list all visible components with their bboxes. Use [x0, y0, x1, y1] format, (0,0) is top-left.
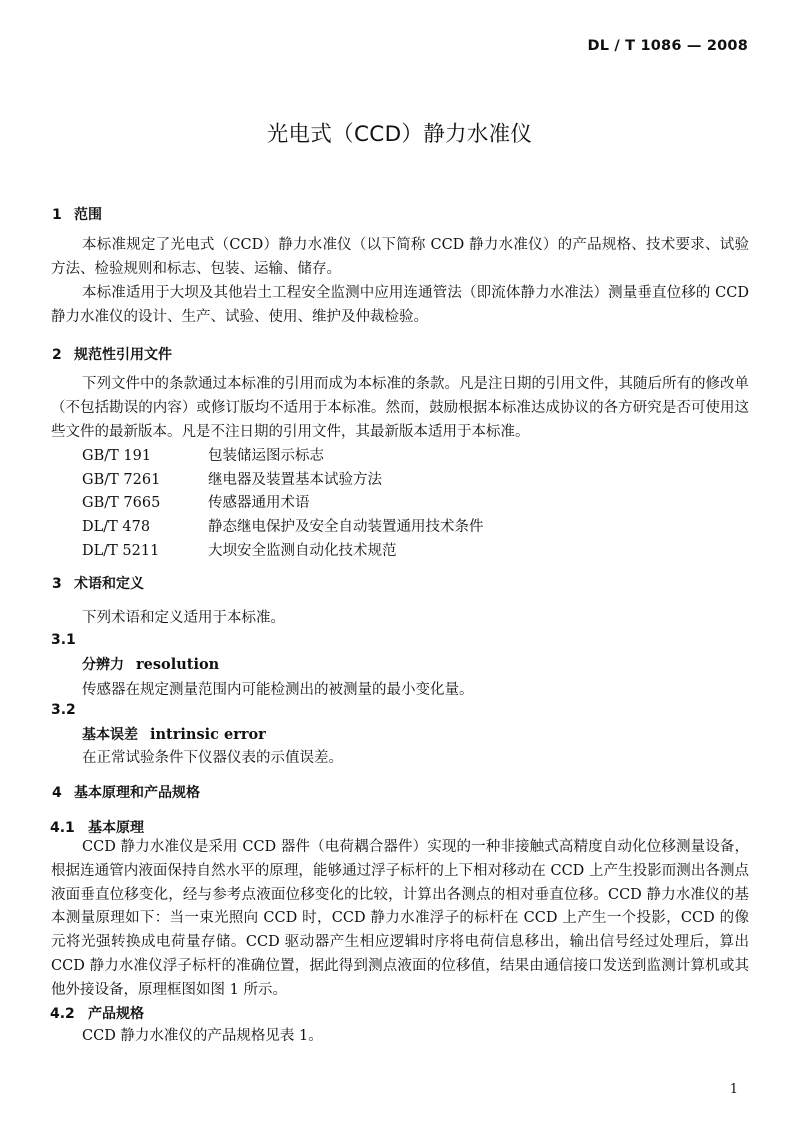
subsection-number: 4.1	[50, 820, 75, 836]
standard-code: DL / T 1086 — 2008	[587, 38, 748, 54]
term-chinese: 基本误差	[82, 727, 138, 743]
subsection-4-1-heading	[50, 817, 144, 837]
term-number: 3.2	[51, 702, 76, 718]
term-english: resolution	[136, 656, 220, 673]
section-title: 基本原理和产品规格	[74, 785, 200, 801]
section-number: 1	[52, 207, 62, 223]
reference-code: GB/T 191	[82, 448, 152, 464]
section-1-paragraph-2: 本标准适用于大坝及其他岩土工程安全监测中应用连通管法（即流体静力水准法）测量垂直位移的 CCD 静力水准仪的设计、生产、试验、使用、维护及仲裁检验。	[51, 285, 749, 325]
reference-item	[82, 515, 484, 536]
subsection-title: 产品规格	[88, 1006, 144, 1022]
reference-title: 包装储运图示标志	[208, 448, 324, 464]
reference-item	[82, 444, 324, 465]
reference-code: DL/T 478	[82, 519, 151, 535]
reference-title: 继电器及装置基本试验方法	[208, 472, 382, 488]
term-number: 3.1	[51, 632, 76, 648]
term-heading	[82, 724, 266, 744]
term-heading	[82, 654, 219, 674]
section-4-heading	[52, 782, 200, 802]
section-title: 范围	[74, 207, 102, 223]
section-1-heading	[52, 204, 102, 224]
term-definition: 在正常试验条件下仪器仪表的示值误差。	[82, 750, 343, 766]
reference-code: GB/T 7261	[82, 472, 161, 488]
term-chinese: 分辨力	[82, 657, 124, 673]
document-title: 光电式（CCD）静力水准仪	[266, 122, 533, 147]
section-3-heading	[52, 573, 144, 593]
reference-title: 静态继电保护及安全自动装置通用技术条件	[208, 519, 484, 535]
section-title: 术语和定义	[74, 576, 144, 592]
term-english: intrinsic error	[150, 726, 266, 743]
reference-title: 大坝安全监测自动化技术规范	[208, 543, 397, 559]
reference-item	[82, 468, 382, 489]
subsection-title: 基本原理	[88, 820, 144, 836]
reference-item	[82, 491, 310, 512]
reference-code: GB/T 7665	[82, 495, 161, 511]
section-number: 2	[52, 347, 62, 363]
section-1-paragraph-1: 本标准规定了光电式（CCD）静力水准仪（以下简称 CCD 静力水准仪）的产品规格、技术要求、试验方法、检验规则和标志、包装、运输、储存。	[51, 237, 749, 277]
section-title: 规范性引用文件	[74, 347, 172, 363]
subsection-4-2-heading	[50, 1003, 144, 1023]
section-number: 4	[52, 785, 62, 801]
reference-item	[82, 539, 397, 560]
reference-code: DL/T 5211	[82, 543, 160, 559]
section-2-intro: 下列文件中的条款通过本标准的引用而成为本标准的条款。凡是注日期的引用文件，其随后所有的修改单（不包括勘误的内容）或修订版均不适用于本标准。然而，鼓励根据本标准达成协议的各方研究是否可使用这些文件的最新版本。凡是不注日期的引用文件，其最新版本适用于本标准。	[51, 376, 749, 440]
reference-title: 传感器通用术语	[208, 495, 310, 511]
page-number: 1	[729, 1082, 738, 1097]
section-number: 3	[52, 576, 62, 592]
subsection-4-2-text: CCD 静力水准仪的产品规格见表 1。	[82, 1028, 323, 1044]
section-3-intro: 下列术语和定义适用于本标准。	[82, 610, 285, 626]
subsection-number: 4.2	[50, 1006, 75, 1022]
section-2-heading	[52, 344, 172, 364]
term-definition: 传感器在规定测量范围内可能检测出的被测量的最小变化量。	[82, 682, 474, 698]
subsection-4-1-text: CCD 静力水准仪是采用 CCD 器件（电荷耦合器件）实现的一种非接触式高精度自动化位移测量设备，根据连通管内液面保持自然水平的原理，能够通过浮子标杆的上下相对移动在 CCD 上产生投影而测出各测点液面垂直位移变化，经与参考点液面位移变化的比较，计算出各测点的相对垂直位移。CCD 静力水准仪的基本测量原理如下：当一束光照向 CCD 时，CCD 静力水准浮子的标杆在 CCD 上产生一个投影，CCD 的像元将光强转换成电荷量存储。CCD 驱动器产生相应逻辑时序将电荷信息移出，输出信号经过处理后，算出 CCD 静力水准仪浮子标杆的准确位置，据此得到测点液面的位移值，结果由通信接口发送到监测计算机或其他外接设备，原理框图如图 1 所示。	[51, 839, 749, 998]
